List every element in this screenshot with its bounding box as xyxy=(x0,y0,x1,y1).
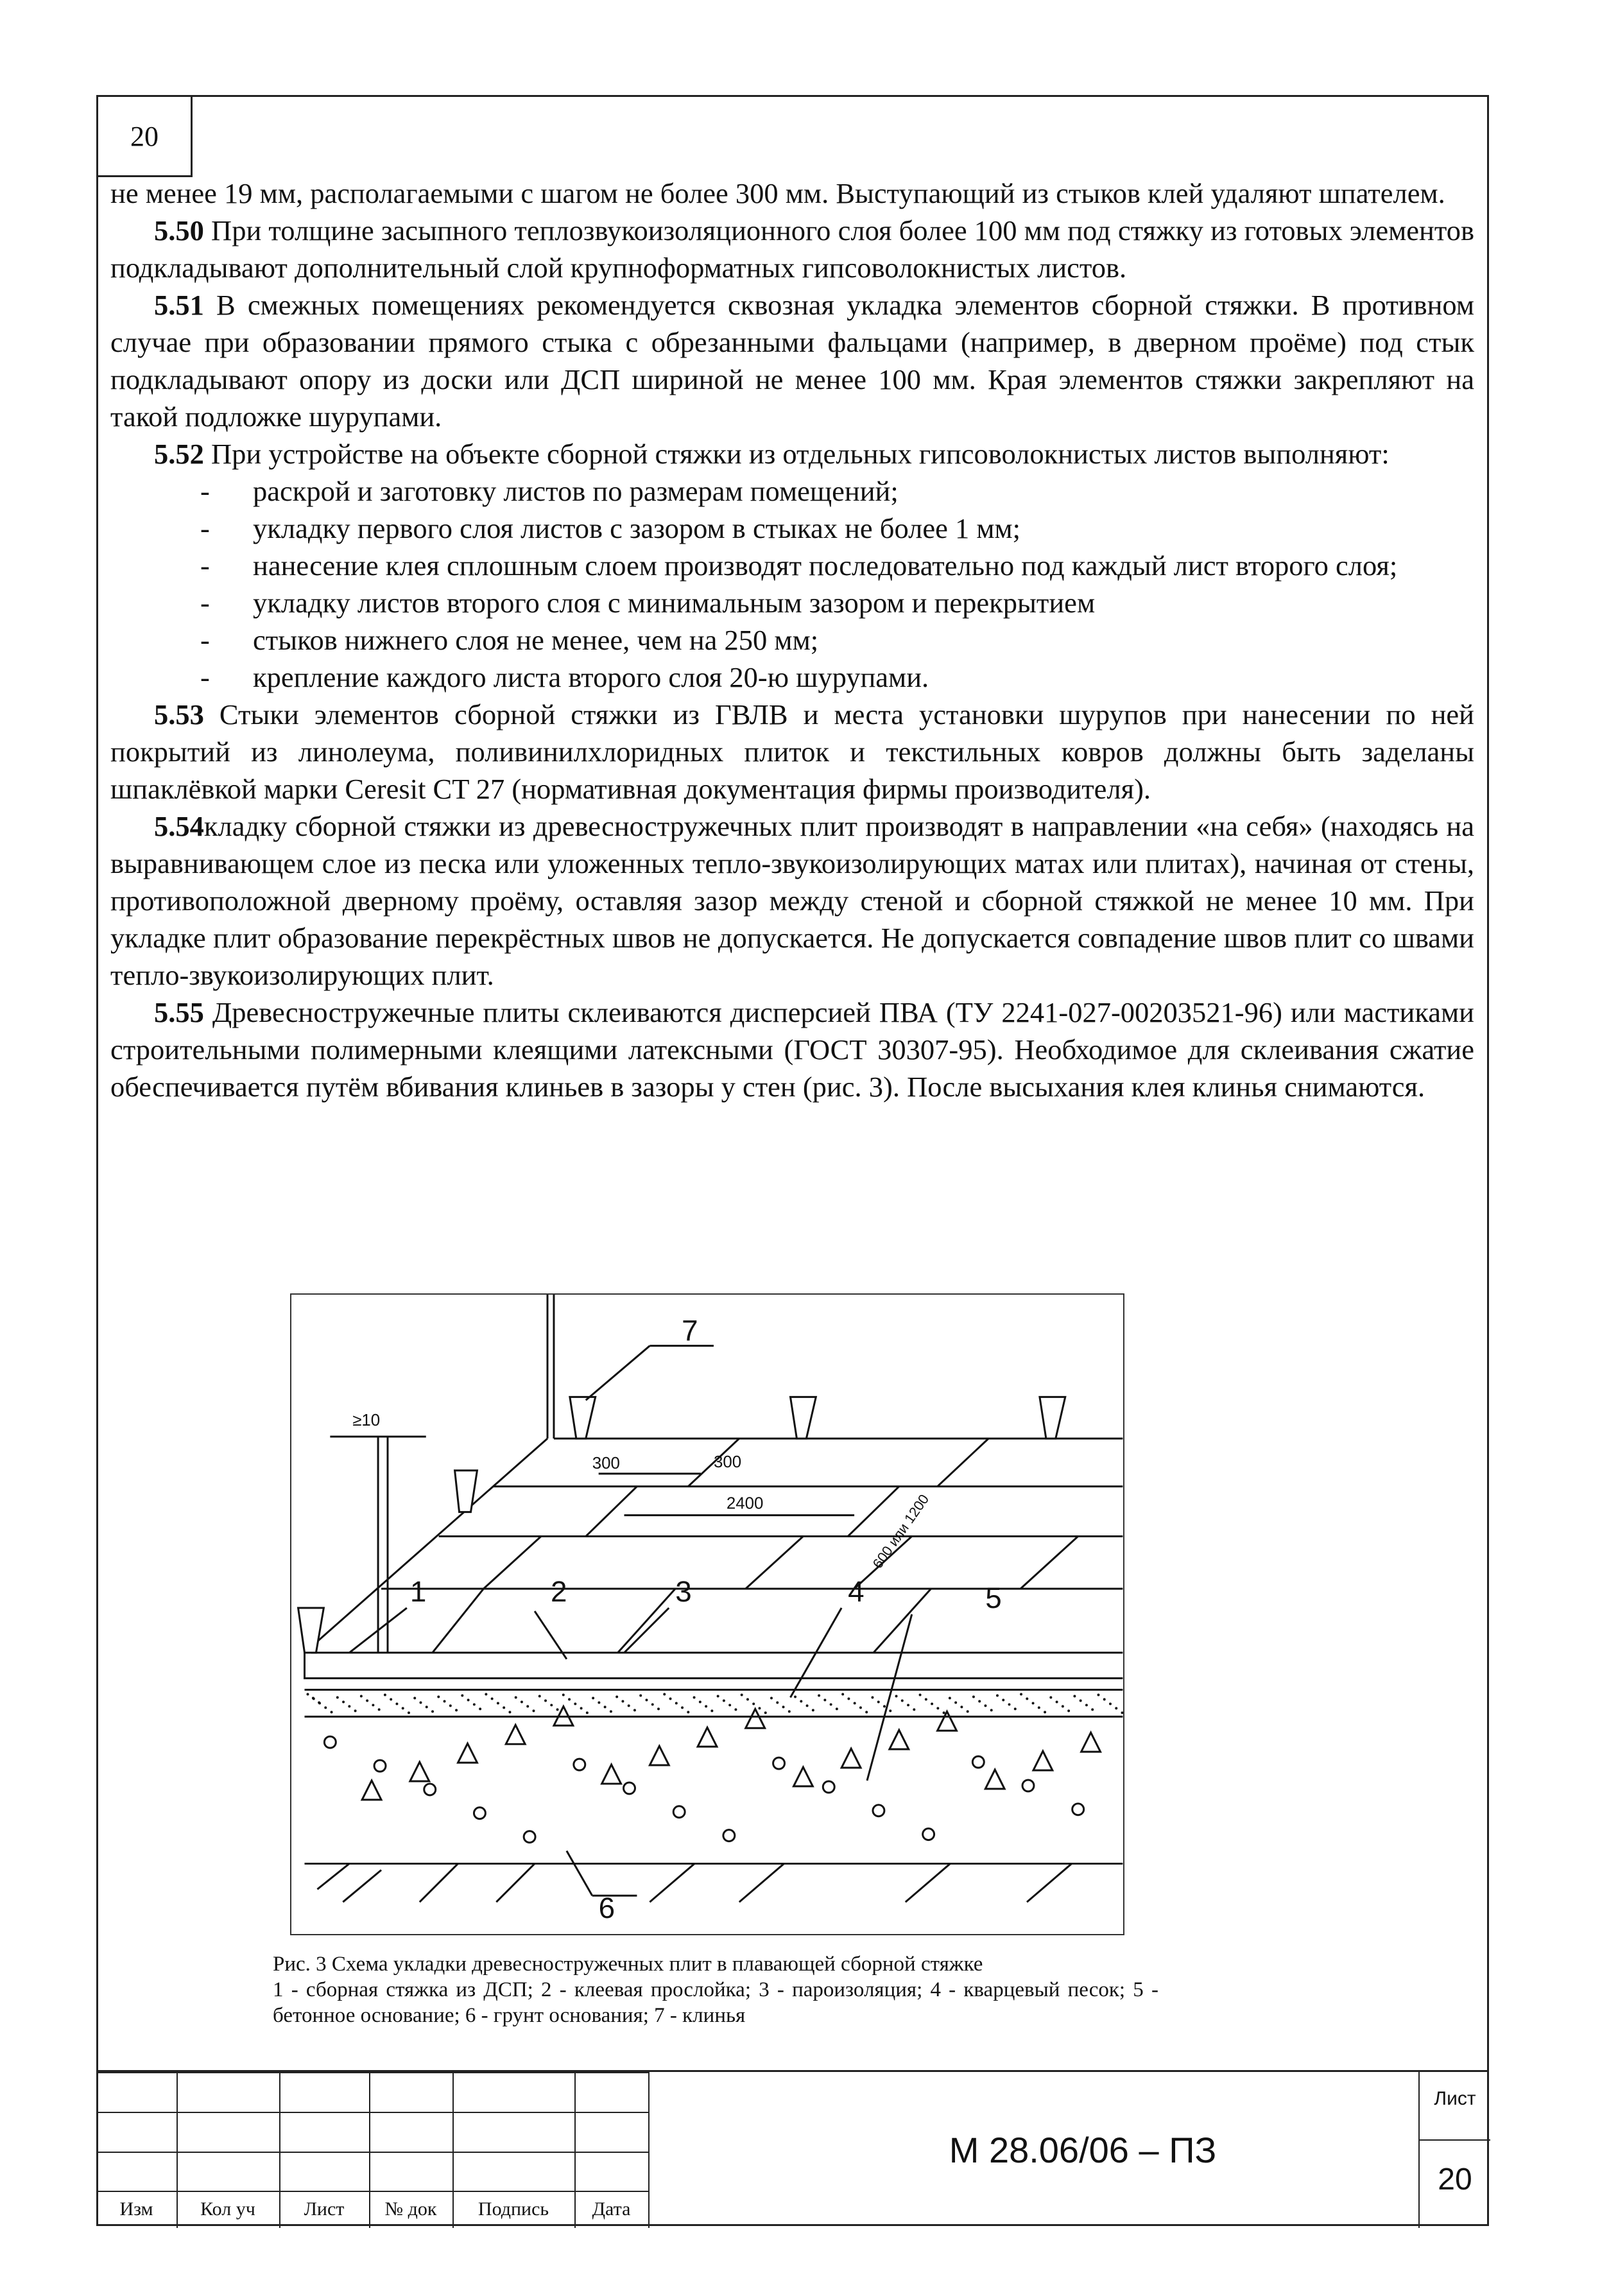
wedge-shape xyxy=(570,1397,596,1438)
sand-dot xyxy=(395,1702,398,1705)
sand-dot xyxy=(877,1700,880,1703)
screed-diagram-svg xyxy=(291,1295,1123,1934)
aggregate-circle xyxy=(673,1806,685,1818)
paragraph-5-51: 5.51 В смежных помещениях рекомендуется сквозная укладка элементов сборной стяжки. В противном случае при образовании прямого стыка с обрезанными фальцами (например, в дверном проёме) под стык подкладывают опору из доски или ДСП шириной не менее 100 мм. Края элементов стяжки закрепляют на такой подложке шурупами. xyxy=(110,289,1474,433)
sand-dot xyxy=(312,1696,314,1699)
label-5: 5 xyxy=(985,1582,1002,1615)
sand-dot xyxy=(1032,1702,1035,1704)
sand-dot xyxy=(984,1704,986,1707)
label-2400: 2400 xyxy=(726,1494,764,1513)
sand-dot xyxy=(960,1705,963,1708)
list-item: - раскрой и заготовку листов по размерам помещений; xyxy=(200,475,899,507)
aggregate-circle xyxy=(1022,1780,1034,1791)
aggregate-circle xyxy=(923,1829,934,1840)
sand-dot xyxy=(675,1702,678,1704)
aggregate-circle xyxy=(723,1830,735,1842)
sand-dot xyxy=(342,1700,345,1703)
aggregate-circle xyxy=(972,1756,984,1768)
aggregate-triangle xyxy=(362,1781,381,1800)
list-item: - укладку листов второго слоя с минимальным зазором и перекрытием xyxy=(200,587,1096,619)
sand-dot xyxy=(491,1697,494,1700)
sand-dot xyxy=(354,1709,357,1712)
sand-dot xyxy=(586,1711,589,1714)
sand-dot xyxy=(431,1710,434,1713)
sand-dot xyxy=(307,1693,309,1696)
sand-dot xyxy=(574,1702,576,1705)
aggregate-triangle xyxy=(458,1743,478,1763)
sand-dot xyxy=(1103,1698,1106,1700)
sand-dot xyxy=(889,1709,891,1712)
sand-dot xyxy=(544,1699,547,1702)
sand-dot xyxy=(806,1704,809,1707)
aggregate-circle xyxy=(574,1759,585,1770)
sand-dot xyxy=(859,1706,862,1709)
seam xyxy=(483,1536,541,1589)
figure-caption xyxy=(273,1951,1158,2028)
seam xyxy=(848,1487,899,1537)
sand-dot xyxy=(854,1702,856,1704)
slab-outline xyxy=(305,1438,1123,1679)
sand-dot xyxy=(378,1708,381,1711)
sand-dot xyxy=(390,1698,392,1700)
sand-dot xyxy=(1008,1703,1011,1705)
seam xyxy=(586,1487,637,1537)
list-item: - нанесение клея сплошным слоем производят последовательно под каждый лист второго слоя; xyxy=(200,549,1398,582)
sand-dot xyxy=(996,1695,999,1697)
sand-dot xyxy=(515,1696,517,1698)
aggregate-circle xyxy=(324,1736,336,1748)
label-300-a: 300 xyxy=(592,1454,620,1472)
sand-dot xyxy=(764,1711,767,1714)
figure-3-screed-diagram xyxy=(290,1293,1124,1935)
paragraph-5-50: 5.50 При толщине засыпного теплозвукоизоляционного слоя более 100 мм под стяжку из готовых элементов подкладывают дополнительный слой крупноформатных гипсоволокнистых листов. xyxy=(110,214,1474,284)
sand-dot xyxy=(1056,1700,1058,1703)
sand-dot xyxy=(461,1695,463,1697)
aggregate-triangle xyxy=(793,1767,813,1786)
sand-dot xyxy=(776,1701,779,1704)
aggregate-circle xyxy=(474,1808,485,1819)
paragraph-5-53: 5.53 Стыки элементов сборной стяжки из ГВЛВ и места установки шурупов при нанесении по ней покрытий из линолеума, поливинилхлоридных плиток и текстильных ковров должны быть заделаны шпаклёвкой марки Ceresit CT 27 (нормативная документация фирмы производителя). xyxy=(110,698,1474,805)
sand-dot xyxy=(949,1696,951,1699)
sand-dot xyxy=(1020,1693,1022,1696)
sand-dot xyxy=(901,1699,904,1702)
sand-dot xyxy=(568,1698,571,1700)
sand-dot xyxy=(408,1711,410,1714)
sand-dot xyxy=(919,1694,922,1696)
seam xyxy=(433,1589,484,1653)
sand-dot xyxy=(895,1695,898,1697)
sand-dot xyxy=(841,1693,844,1696)
aggregate-triangle xyxy=(985,1770,1004,1789)
sand-dot xyxy=(925,1698,927,1700)
sand-dot xyxy=(1121,1711,1123,1714)
sand-dot xyxy=(1049,1696,1052,1698)
sand-dot xyxy=(372,1704,374,1706)
caption-title: Рис. 3 Схема укладки древесностружечных плит в плавающей сборной стяжке xyxy=(273,1953,983,1976)
sheet-box xyxy=(1418,2072,1489,2228)
sand-dot xyxy=(331,1711,333,1713)
sand-dot xyxy=(503,1706,505,1709)
sand-dot xyxy=(943,1711,945,1714)
sand-dot xyxy=(705,1705,707,1707)
aggregate-circle xyxy=(823,1781,834,1793)
sand-dot xyxy=(734,1708,737,1711)
sand-dot xyxy=(954,1701,957,1704)
sand-dot xyxy=(883,1705,886,1707)
wedge-shape xyxy=(1040,1397,1065,1438)
wedge-shape xyxy=(298,1608,324,1653)
sand-dot xyxy=(1109,1702,1112,1705)
sand-dot xyxy=(366,1699,368,1702)
sand-dot xyxy=(1115,1707,1117,1709)
sand-dot xyxy=(1026,1697,1028,1700)
sand-dot xyxy=(479,1707,481,1710)
sand-dot xyxy=(532,1709,535,1712)
paragraph-continuation: не менее 19 мм, располагаемыми с шагом не более 300 мм. Выступающий из стыков клей удаляют шпателем. xyxy=(110,177,1445,209)
seam xyxy=(746,1536,804,1589)
sand-dot xyxy=(936,1707,939,1709)
sand-dot xyxy=(1091,1708,1094,1711)
sand-dot xyxy=(598,1701,600,1704)
sand-dot xyxy=(741,1694,743,1696)
sand-dot xyxy=(717,1695,719,1697)
sand-dot xyxy=(770,1696,773,1699)
aggregate-circle xyxy=(424,1784,436,1795)
sand-dot xyxy=(871,1696,874,1698)
aggregate-circle xyxy=(374,1760,386,1772)
stamp-col-izm: Изм xyxy=(119,2198,153,2220)
sand-dot xyxy=(746,1698,749,1700)
sand-dot xyxy=(794,1695,796,1698)
sand-dot xyxy=(693,1696,696,1698)
sand-dot xyxy=(592,1696,594,1699)
sand-dot xyxy=(1085,1704,1088,1706)
sand-dot xyxy=(550,1704,553,1706)
sand-dot xyxy=(865,1711,868,1713)
sand-dot xyxy=(681,1706,684,1709)
sand-dot xyxy=(782,1705,785,1708)
sand-dot xyxy=(1002,1698,1004,1701)
list-item: - крепление каждого листа второго слоя 20-ю шурупами. xyxy=(200,661,929,693)
sand-dot xyxy=(931,1702,933,1705)
sand-dot xyxy=(324,1706,327,1709)
aggregate-triangle xyxy=(650,1746,669,1765)
sand-dot xyxy=(913,1708,915,1711)
paragraph-5-55: 5.55 Древесностружечные плиты склеиваются дисперсией ПВА (ТУ 2241-027-00203521-96) или мастиками строительными полимерными клеящими латексными (ГОСТ 30307-95). Необходимое для склеивания сжатие обеспечивается путём вбивания клиньев в зазоры у стен (рис. 3). После высыхания клея клинья снимаются. xyxy=(110,996,1474,1103)
wedge-shape xyxy=(455,1471,478,1512)
sand-dot xyxy=(467,1698,470,1701)
list-item: - стыков нижнего слоя не менее, чем на 250 мм; xyxy=(200,624,819,656)
aggregate-triangle xyxy=(410,1762,429,1781)
aggregate-triangle xyxy=(1081,1732,1101,1752)
aggregate-triangle xyxy=(938,1711,957,1731)
label-2: 2 xyxy=(550,1575,567,1609)
sand-dot xyxy=(752,1702,755,1705)
sand-dot xyxy=(907,1704,909,1706)
title-block xyxy=(96,2070,1489,2226)
seam xyxy=(938,1438,989,1487)
page-number: 20 xyxy=(96,95,193,177)
sand-dot xyxy=(621,1700,624,1702)
sand-dot xyxy=(758,1707,761,1709)
sand-dot xyxy=(604,1705,607,1708)
sand-dot xyxy=(1038,1706,1040,1709)
sand-dot xyxy=(336,1696,339,1698)
sand-dot xyxy=(1097,1694,1099,1696)
label-4: 4 xyxy=(848,1575,865,1609)
sand-dot xyxy=(830,1703,832,1705)
sand-dot xyxy=(800,1700,802,1702)
sand-dot xyxy=(455,1709,458,1711)
seam xyxy=(874,1589,931,1653)
sand-dot xyxy=(1073,1695,1076,1697)
paragraph-5-52: 5.52 При устройстве на объекте сборной стяжки из отдельных гипсоволокнистых листов выполняют: xyxy=(154,438,1390,470)
aggregate-triangle xyxy=(1033,1751,1053,1770)
sand-dot xyxy=(663,1693,666,1696)
sand-dot xyxy=(651,1703,654,1705)
sand-dot xyxy=(990,1709,993,1711)
sand-dot xyxy=(348,1705,350,1707)
sand-dot xyxy=(633,1709,636,1711)
sand-dot xyxy=(972,1695,975,1698)
stamp-col-sign: Подпись xyxy=(478,2198,549,2220)
sand-dot xyxy=(710,1709,713,1712)
aggregate-circle xyxy=(624,1782,635,1794)
sand-dot xyxy=(823,1698,826,1701)
sand-dot xyxy=(615,1695,618,1698)
sand-dot xyxy=(521,1700,523,1703)
stamp-col-kol: Кол уч xyxy=(200,2198,255,2220)
sand-dot xyxy=(413,1696,416,1699)
sand-dot xyxy=(818,1695,820,1697)
sand-dot xyxy=(628,1704,630,1707)
stamp-col-list: Лист xyxy=(304,2198,345,2220)
sand-dot xyxy=(360,1695,363,1697)
sand-dot xyxy=(384,1694,386,1696)
aggregate-triangle xyxy=(506,1725,525,1744)
label-gap: ≥10 xyxy=(352,1411,381,1430)
sand-dot xyxy=(1062,1705,1064,1707)
sand-dot xyxy=(485,1693,487,1696)
body-text xyxy=(110,175,1474,1105)
caption-legend: 1 - сборная стяжка из ДСП; 2 - клеевая прослойка; 3 - пароизоляция; 4 - кварцевый песок; 5 - бетонное основание; 6 - грунт основания; 7 - клинья xyxy=(273,1978,1158,2027)
sand-dot xyxy=(728,1704,731,1706)
label-6: 6 xyxy=(598,1892,615,1925)
sand-dot xyxy=(1067,1709,1070,1712)
sand-dot xyxy=(473,1703,476,1705)
wedge-shape xyxy=(790,1397,816,1438)
sand-dot xyxy=(420,1701,422,1704)
aggregate-triangle xyxy=(746,1709,765,1728)
sand-dot xyxy=(645,1698,648,1701)
sand-dot xyxy=(562,1694,565,1696)
sand-dot xyxy=(1080,1699,1082,1702)
seam xyxy=(1020,1536,1078,1589)
sand-dot xyxy=(1014,1707,1017,1710)
aggregate-triangle xyxy=(890,1730,909,1749)
list-item: - укладку первого слоя листов с зазором в стыках не более 1 мм; xyxy=(200,512,1021,544)
document-code: М 28.06/06 – ПЗ xyxy=(648,2072,1516,2228)
label-7: 7 xyxy=(682,1314,698,1347)
sand-dot xyxy=(437,1695,440,1698)
sand-dot xyxy=(556,1708,559,1711)
sand-dot xyxy=(699,1700,701,1703)
sand-dot xyxy=(497,1702,499,1704)
sand-dot xyxy=(318,1701,320,1704)
paragraph-5-54: 5.54кладку сборной стяжки из древесностружечных плит производят в направлении «на себя» (находясь на выравнивающем слое из песка или уложенных тепло-звукоизолирующих матах или плитах), начиная от стены, противоположной дверному проёму, оставляя зазор между стеной и сборной стяжкой не менее 10 мм. При укладке плит образование перекрёстных швов не допускается. Не допускается совпадение швов плит со швами тепло-звукоизолирующих плит. xyxy=(110,810,1474,991)
sand-dot xyxy=(847,1697,850,1700)
aggregate-circle xyxy=(873,1805,884,1817)
sand-dot xyxy=(426,1705,428,1708)
label-3: 3 xyxy=(675,1575,692,1609)
seam xyxy=(618,1589,676,1653)
sand-dot xyxy=(508,1711,511,1713)
sand-dot xyxy=(610,1710,612,1713)
sand-dot xyxy=(967,1710,969,1713)
aggregate-circle xyxy=(1072,1804,1084,1815)
stamp-col-doc: № док xyxy=(384,2198,437,2220)
aggregate-triangle xyxy=(841,1748,861,1768)
sand-dot xyxy=(836,1707,838,1710)
sand-dot xyxy=(657,1707,660,1710)
sheet-label: Лист xyxy=(1434,2088,1476,2109)
sand-dot xyxy=(812,1709,814,1711)
label-1: 1 xyxy=(409,1575,427,1609)
sand-dot xyxy=(580,1707,583,1709)
sand-dot xyxy=(723,1699,725,1702)
sand-dot xyxy=(788,1710,791,1713)
stamp-col-date: Дата xyxy=(592,2198,631,2220)
sand-dot xyxy=(669,1697,672,1700)
sand-dot xyxy=(449,1704,452,1707)
sand-dot xyxy=(402,1707,404,1709)
sand-dot xyxy=(526,1705,529,1707)
sheet-number: 20 xyxy=(1438,2162,1472,2197)
sand-dot xyxy=(978,1700,981,1702)
label-300-b: 300 xyxy=(713,1453,742,1471)
sand-dot xyxy=(443,1700,446,1702)
aggregate-triangle xyxy=(602,1765,621,1784)
label-600: 600 или 1200 xyxy=(869,1491,933,1572)
sand-dot xyxy=(1044,1711,1046,1713)
aggregate-circle xyxy=(773,1757,785,1769)
aggregate-circle xyxy=(524,1831,535,1843)
sand-dot xyxy=(687,1711,689,1713)
procedure-list xyxy=(110,472,1474,696)
sand-dot xyxy=(639,1695,642,1697)
aggregate-triangle xyxy=(698,1727,717,1747)
sand-dot xyxy=(538,1695,541,1697)
